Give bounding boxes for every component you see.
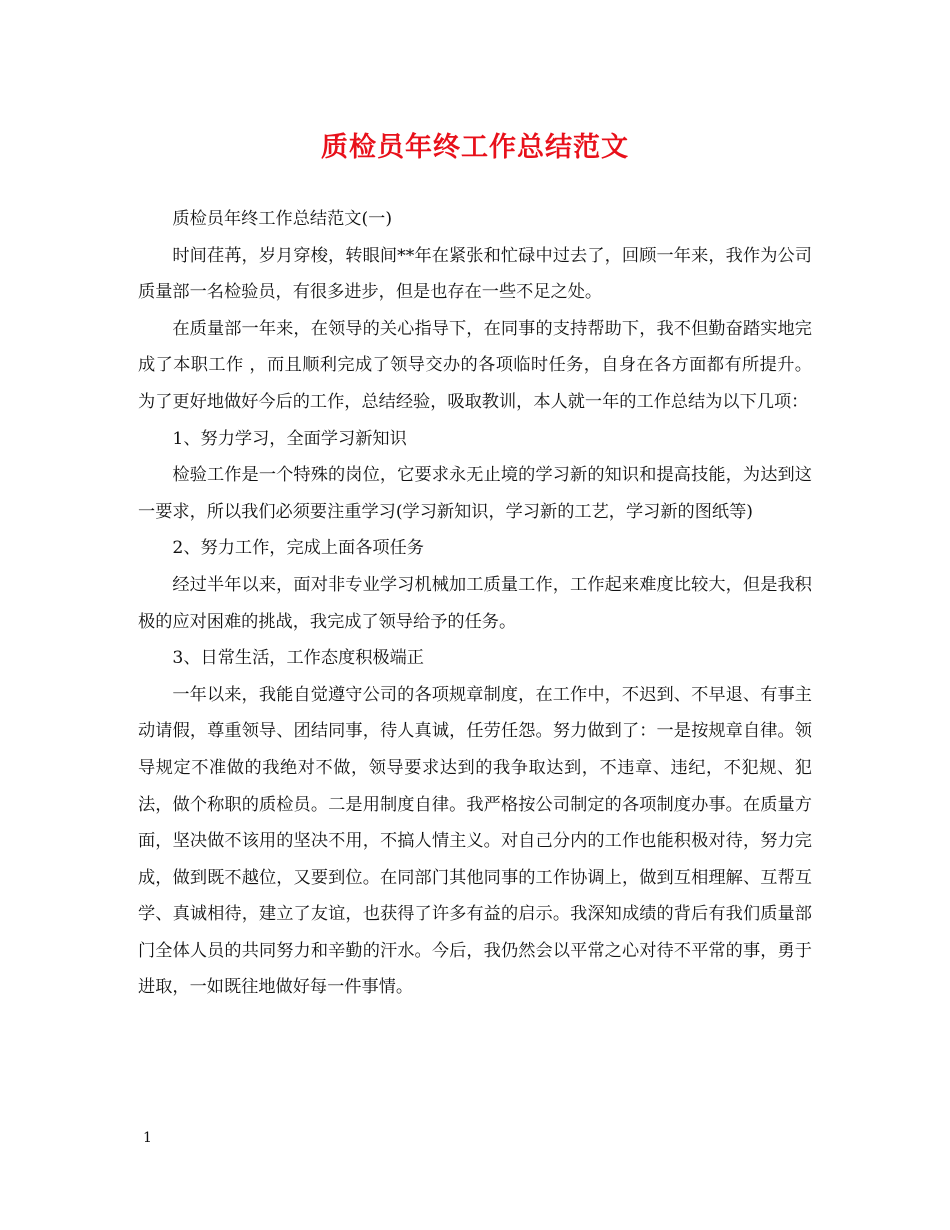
body-paragraph: 经过半年以来，面对非专业学习机械加工质量工作，工作起来难度比较大，但是我积极的应对困难的挑战，我完成了领导给予的任务。 bbox=[138, 574, 812, 632]
body-paragraph: 时间荏苒，岁月穿梭，转眼间**年在紧张和忙碌中过去了，回顾一年来，我作为公司质量部一名检验员，有很多进步，但是也存在一些不足之处。 bbox=[138, 245, 812, 303]
page-number: 1 bbox=[143, 1130, 152, 1146]
body-paragraph: 一年以来，我能自觉遵守公司的各项规章制度，在工作中，不迟到、不早退、有事主动请假，尊重领导、团结同事，待人真诚，任劳任怨。努力做到了：一是按规章自律。领导规定不准做的我绝对不做，领导要求达到的我争取达到，不违章、违纪，不犯规、犯法，做个称职的质检员。二是用制度自律。我严格按公司制定的各项制度办事。在质量方面，坚决做不该用的坚决不用，不搞人情主义。对自己分内的工作也能积极对待，努力完成，做到既不越位，又要到位。在同部门其他同事的工作协调上，做到互相理解、互帮互学、真诚相待，建立了友谊，也获得了许多有益的启示。我深知成绩的背后有我们质量部门全体人员的共同努力和辛勤的汗水。今后，我仍然会以平常之心对待不平常的事，勇于进取，一如既往地做好每一件事情。 bbox=[138, 684, 812, 998]
body-paragraph: 在质量部一年来，在领导的关心指导下，在同事的支持帮助下，我不但勤奋踏实地完成了本职工作 ，而且顺利完成了领导交办的各项临时任务，自身在各方面都有所提升。为了更好地做好今后的工作，总结经验，吸取教训，本人就一年的工作总结为以下几项： bbox=[138, 318, 812, 412]
body-paragraph: 检验工作是一个特殊的岗位，它要求永无止境的学习新的知识和提高技能，为达到这一要求，所以我们必须要注重学习(学习新知识，学习新的工艺，学习新的图纸等) bbox=[138, 465, 812, 522]
document-title: 质检员年终工作总结范文 bbox=[321, 132, 629, 163]
section-heading: 2、努力工作，完成上面各项任务 bbox=[172, 538, 424, 559]
section-heading: 3、日常生活，工作态度积极端正 bbox=[172, 648, 424, 669]
document-body bbox=[138, 201, 812, 1006]
section-heading: 质检员年终工作总结范文(一) bbox=[172, 209, 393, 229]
section-heading: 1、努力学习，全面学习新知识 bbox=[172, 428, 407, 449]
